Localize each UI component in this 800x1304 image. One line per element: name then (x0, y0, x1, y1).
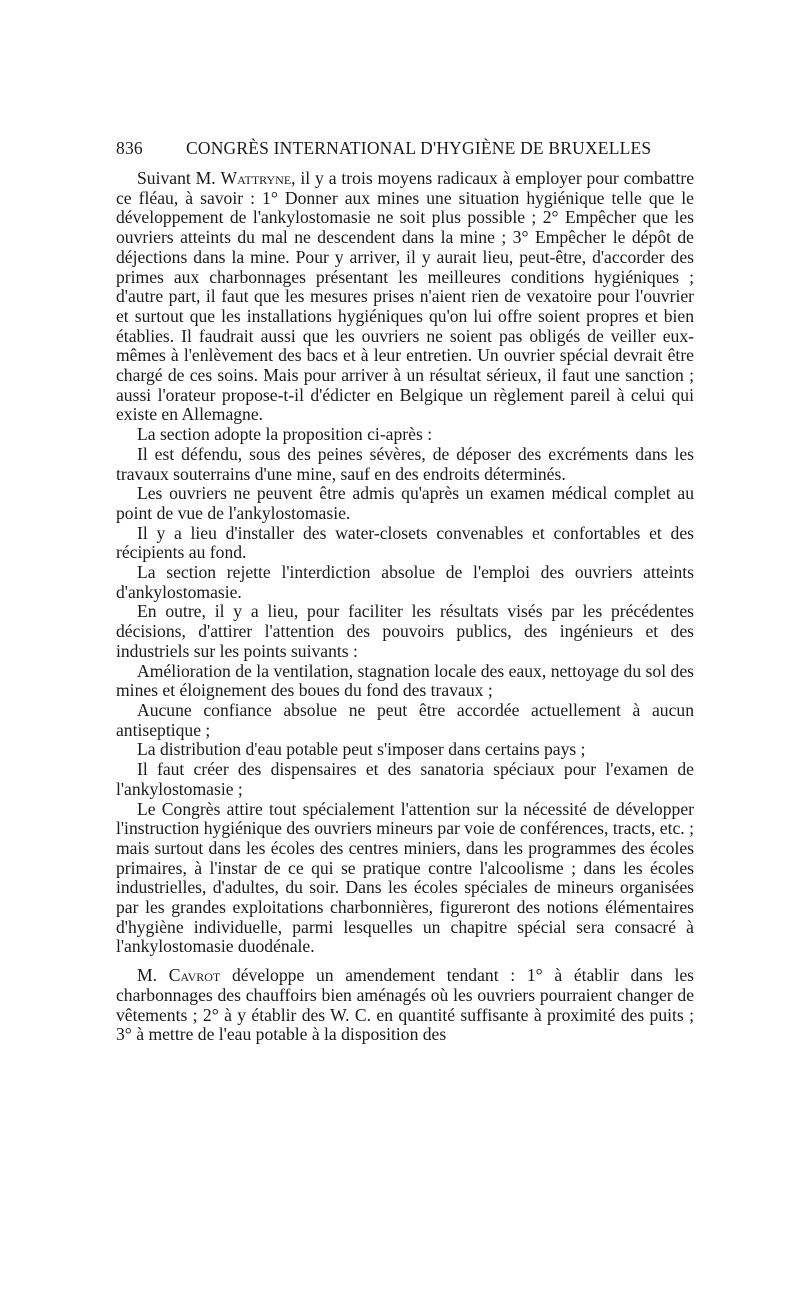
speaker-prefix: Suivant M. (137, 168, 221, 188)
paragraph-point-ventilation: Amélioration de la ventilation, stagnation locale des eaux, nettoyage du sol des mines et éloignement des boues du fond des travaux ; (116, 660, 694, 701)
document-page (116, 138, 694, 1045)
paragraph-text: , il y a trois moyens radicaux à employer pour combattre ce fléau, à savoir : 1° Donner aux mines une situation hygiénique telle que le développement de l'ankylostomasie ne soit plus possible ; 2° Empêcher que les ouvriers atteints du mal ne descendent dans la mine ; 3° Empêcher le dépôt de déjections dans la mine. Pour y arriver, il y aurait lieu, peut-être, d'accorder des primes aux charbonnages présentant les meilleures conditions hygiéniques ; d'autre part, il faut que les mesures prises n'aient rien de vexatoire pour l'ouvrier et surtout que les installations hygiéniques qu'on lui offre soient propres et bien établies. Il faudrait aussi que les ouvriers ne soient pas obligés de veiller eux-mêmes à l'enlèvement des bacs et à leur entretien. Un ouvrier spécial devrait être chargé de ces soins. Mais pour arriver à un résultat sérieux, il faut une sanction ; aussi l'orateur propose-t-il d'édicter en Belgique un règlement pareil à celui qui existe en Allemagne. (116, 168, 694, 425)
paragraph-point-antiseptic: Aucune confiance absolue ne peut être accordée actuellement à aucun antiseptique ; (116, 699, 694, 740)
paragraph-point-water: La distribution d'eau potable peut s'imposer dans certains pays ; (137, 739, 586, 760)
paragraph-resolution-1: Il est défendu, sous des peines sévères, de déposer des excréments dans les travaux souterrains d'une mine, sauf en des endroits déterminés. (116, 443, 694, 484)
paragraph-cavrot (116, 966, 694, 1045)
paragraph-further: En outre, il y a lieu, pour faciliter les résultats visés par les précédentes décisions, d'attirer l'attention des pouvoirs publics, des ingénieurs et des industriels sur les points suivants : (116, 601, 694, 661)
paragraph-adoption: La section adopte la proposition ci-après : (137, 424, 433, 445)
page-number: 836 (116, 138, 143, 158)
speaker-name: Cavrot (168, 965, 221, 986)
paragraph-point-dispensaries: Il faut créer des dispensaires et des sanatoria spéciaux pour l'examen de l'ankylostomasie ; (116, 759, 694, 799)
paragraph-congress: Le Congrès attire tout spécialement l'attention sur la nécessité de développer l'instruction hygiénique des ouvriers mineurs par voie de conférences, tracts, etc. ; mais surtout dans les écoles des centres miniers, dans les programmes des écoles primaires, à l'instar de ce qui se pratique contre l'alcoolisme ; dans les écoles industrielles, d'adultes, du soir. Dans les écoles spéciales de mineurs organisées par les grandes exploitations charbonnières, figureront des notions élémentaires d'hygiène individuelle, parmi lesquelles un chapitre spécial sera consacré à l'ankylostomasie duodénale. (116, 798, 694, 957)
paragraph-wattryne (116, 169, 694, 425)
paragraph-text: développe un amendement tendant : 1° à établir dans les charbonnages des chauffoirs bien aménagés où les ouvriers pourraient changer de vêtements ; 2° à y établir des W. C. en quantité suffisante à proximité des puits ; 3° à mettre de l'eau potable à la disposition des (116, 965, 694, 1045)
paragraph-rejection: La section rejette l'interdiction absolue de l'emploi des ouvriers atteints d'ankylostomasie. (116, 562, 694, 602)
running-title: CONGRÈS INTERNATIONAL D'HYGIÈNE DE BRUXELLES (186, 138, 652, 158)
speaker-name: Wattryne (220, 168, 292, 188)
paragraph-resolution-3: Il y a lieu d'installer des water-closets convenables et confortables et des récipients au fond. (116, 522, 694, 563)
paragraph-resolution-2: Les ouvriers ne peuvent être admis qu'après un examen médical complet au point de vue de l'ankylostomasie. (116, 483, 694, 523)
speaker-prefix: M. (137, 965, 169, 986)
running-header (116, 138, 694, 159)
